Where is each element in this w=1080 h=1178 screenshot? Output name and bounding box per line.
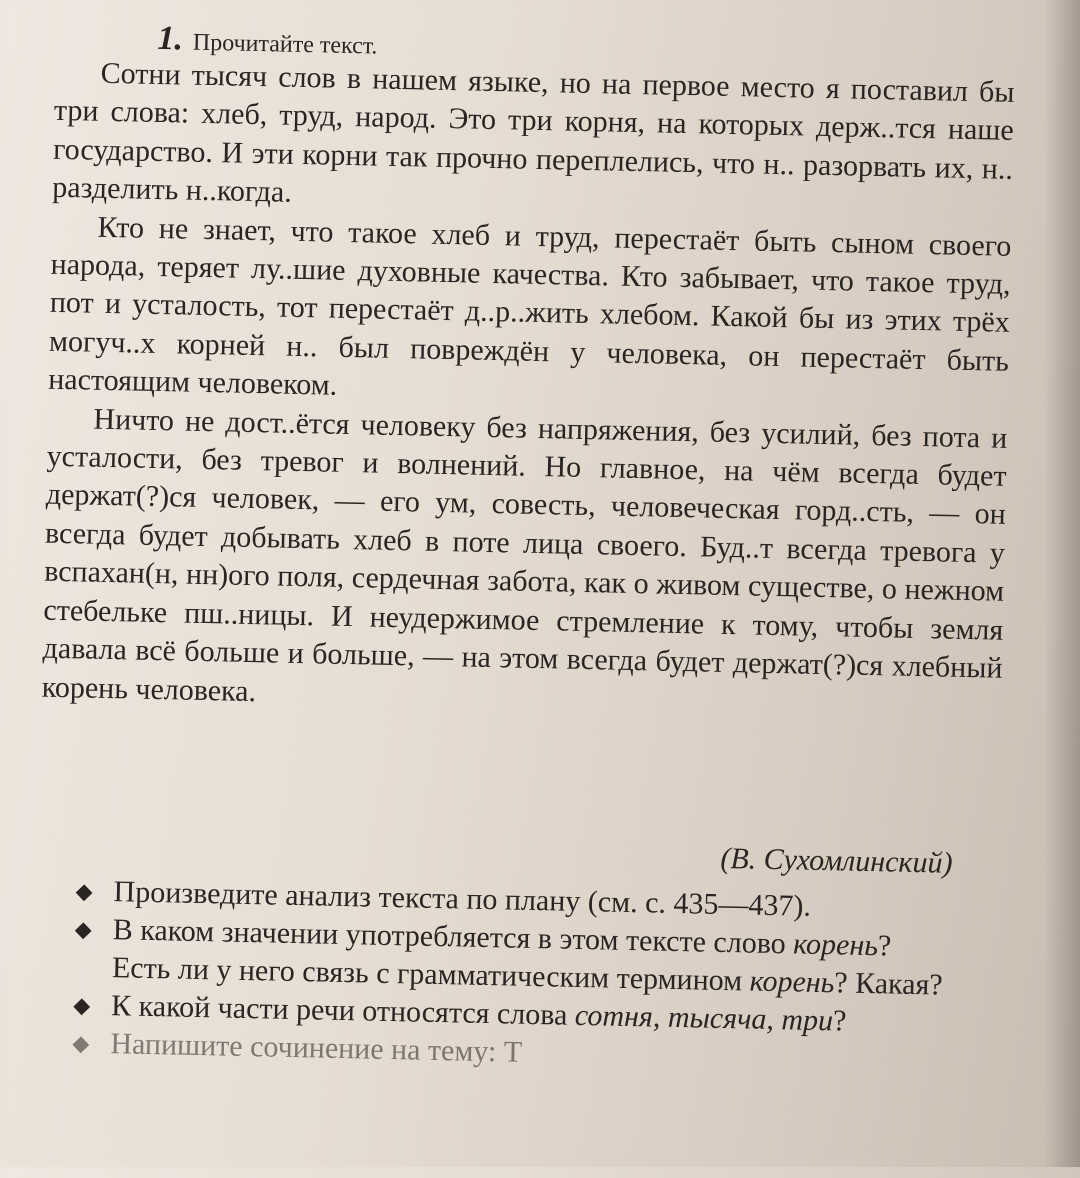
task-text: Напишите сочинение на тему: Т <box>110 1027 523 1069</box>
bullet-icon: ◆ <box>74 916 93 942</box>
task-text: Произведите анализ текста по плану (см. с. 435—437). <box>113 875 812 923</box>
task-term: сотня, тысяча, три <box>574 998 834 1038</box>
task-text: ? <box>877 929 892 963</box>
task-text: ? <box>832 1004 847 1038</box>
task-text: ? Какая? <box>834 966 943 1002</box>
paragraph-1: Сотни тысяч слов в нашем языке, но на первое место я поставил бы три слова: хлеб, труд, народ. Это три корня, на которых держ..тся наше государство. И эти корни так прочно переплелись, что н.. разорвать их, н.. разделить н..когда. <box>51 56 1015 209</box>
task-text: К какой части речи относятся слова <box>110 989 576 1032</box>
task-term: корень <box>792 927 879 963</box>
paragraph-2: Кто не знает, что такое хлеб и труд, перестаёт быть сыном своего народа, теряет лу..шие духовные качества. Кто забывает, что такое труд, пот и усталость, тот перестаёт д..р..жить хлебом. Какой бы из этих трёх могуч..х корней н.. был повреждён у человека, он перестаёт быть настоящим человеком. <box>47 210 1012 402</box>
task-list <box>66 872 1030 1082</box>
exercise-instruction: Прочитайте текст. <box>192 29 378 60</box>
bullet-icon: ◆ <box>72 1030 90 1056</box>
bullet-icon: ◆ <box>72 992 91 1018</box>
exercise-number: 1. <box>157 19 184 58</box>
exercise-text <box>41 54 1014 727</box>
task-term: корень <box>749 964 835 1000</box>
author-attribution: (В. Сухомлинский) <box>720 841 953 880</box>
task-text: В каком значении употребляется в этом тексте слово <box>112 913 794 961</box>
paragraph-3: Ничто не дост..ётся человеку без напряжения, без усилий, без пота и усталости, без тревог и волнений. Но главное, на чём всегда будет держат(?)ся человек, — его ум, совесть, человеческая горд..сть, — он всегда будет добывать хлеб в поте лица своего. Буд..т всегда тревога у вспахан(н, нн)ого поля, сердечная забота, как о живом существе, о нежном стебельке пш..ницы. И неудержимое стремление к тому, чтобы земля давала всё больше и больше, — на этом всегда будет держат(?)ся хлебный корень человека. <box>41 402 1008 708</box>
bullet-icon: ◆ <box>75 878 93 904</box>
task-text: Есть ли у него связь с грамматическим термином <box>111 951 750 998</box>
page-edge-shadow <box>1044 0 1080 1167</box>
